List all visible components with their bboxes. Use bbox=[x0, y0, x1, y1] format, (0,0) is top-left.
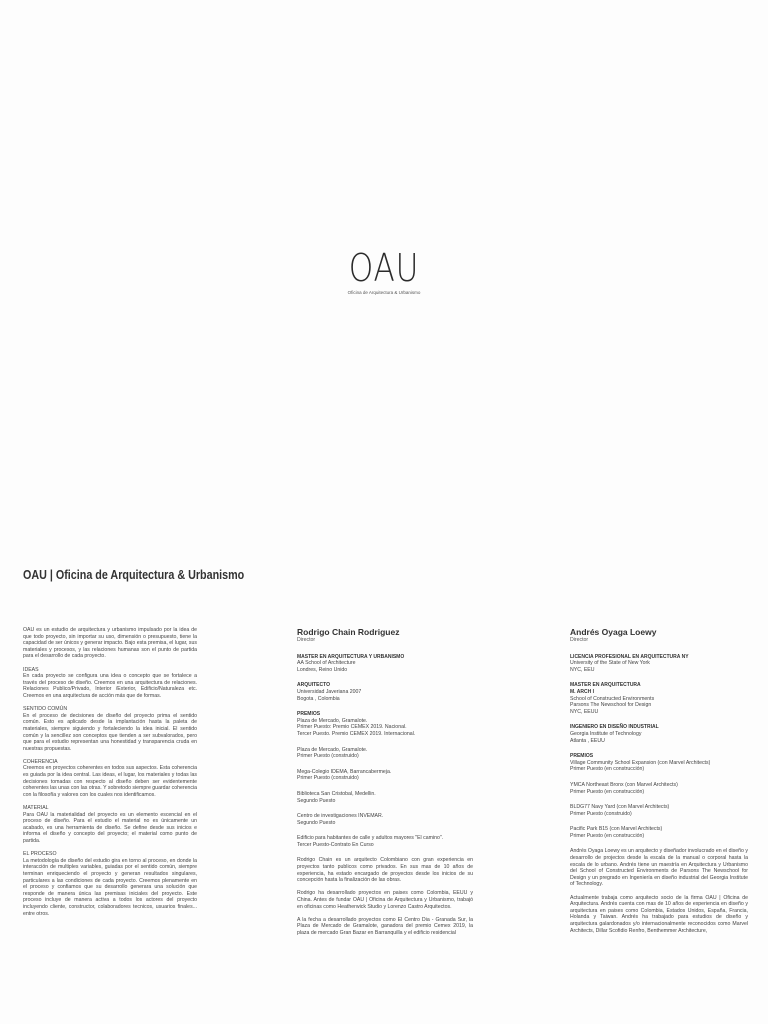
bio-paragraph: Actualmente trabaja como arquitecto socio de la firma OAU | Oficina de Arquitectura. Andrés cuenta con mas de 10 años de experiencia en diseño y arquitectura en paises como Colombia, Estados Unidos, España, Francia, Holanda y Taiwan. Andrés ha trabajado para estudios de diseño y arquitectura galardonados y/o internacionalmente reconocidos como Marvel Architects, Dillar Scofidio Renfro, Benthemmer Architecture, bbox=[570, 894, 748, 934]
award-line: Segundo Puesto bbox=[297, 797, 336, 804]
award-block bbox=[570, 826, 748, 839]
person-name: Rodrigo Chain Rodriguez bbox=[297, 627, 400, 637]
material-text: Para OAU la materialidad del proyecto es un elemento escencial en el proceso de diseño. Para el estudio el material no es únicamente un acabado, es una herramienta de diseño. Se define desde sus inicios e informa el diseño y concepto del proyecto; el material como punto de partida. bbox=[23, 811, 197, 844]
education-line: Atlanta , EEUU bbox=[570, 737, 605, 744]
proceso-section bbox=[23, 851, 197, 917]
education-block bbox=[570, 724, 748, 744]
education-line: Parsons The Newschool for Design bbox=[570, 702, 652, 709]
award-block bbox=[570, 782, 748, 795]
education-line: M. ARCH I bbox=[570, 688, 594, 695]
sentido-text: En el proceso de decisiones de diseño del proyecto prima el sentido común. Esto es aplicado desde la implantación hasta la paleta de materiales, siempre siguiendo y fortaleciendo la idea inicial. El sentido común y la sencillez son conceptos que tienden a ser subvalorados, pero que para el estudio representan una honestidad y transparencia cruda en nuestras propuestas. bbox=[23, 712, 197, 752]
coherencia-section bbox=[23, 759, 197, 799]
award-block bbox=[297, 835, 473, 848]
award-line: Primer Puesto (construido) bbox=[297, 775, 359, 782]
bio-paragraph: Rodrigo ha desarrollado proyectos en paises como Colombia, EEUU y China. Antes de fundar OAU | Oficina de Arquitectura y Urbanismo, trabajó en oficinas como Heatherwick Studio y Lorenzo Castro Arquitectos. bbox=[297, 890, 473, 910]
sentido-title: SENTIDO COMÚN bbox=[23, 706, 68, 713]
education-line: Bogota , Colombia bbox=[297, 695, 340, 702]
award-line: Primer Puesto (en construcción) bbox=[570, 766, 645, 773]
ideas-title: IDEAS bbox=[23, 666, 39, 673]
award-block bbox=[297, 813, 473, 826]
awards-title: PREMIOS bbox=[297, 711, 321, 718]
award-line: YMCA Northeast Bronx (con Marvel Architects) bbox=[570, 781, 678, 788]
education-line: Georgia Institute of Technology bbox=[570, 730, 642, 737]
coherencia-title: COHERENCIA bbox=[23, 758, 58, 765]
award-line: Edificio para habitantes de calle y adultos mayores "El camino". bbox=[297, 835, 444, 842]
award-line: Primer Puesto (en construcción) bbox=[570, 832, 645, 839]
award-block bbox=[570, 753, 748, 773]
education-line: AA School of Architecture bbox=[297, 660, 356, 667]
person-role: Director bbox=[570, 637, 589, 643]
award-line: Primer Puesto (construido) bbox=[297, 753, 359, 760]
logo-subtitle: Oficina de Arquitectura & Urbanismo bbox=[347, 290, 421, 295]
education-title: LICENCIA PROFESIONAL EN ARQUITECTURA NY bbox=[570, 653, 689, 660]
award-line: Mega-Colegio IDEMA, Barrancabermeja. bbox=[297, 768, 392, 775]
bio-paragraph: Andrés Oyaga Loewy es un arquitecto y diseñador involucrado en el diseño y desarrollo de projectos desde la escala de la manual o corporal hasta la escala de lo urbano. Andrés tiene un maestría en Arquitectura y Urbanismo del School of Constructed Environments de Parsons The Newschool for Design y un pregrado en Ingeniería en diseño industrial del Georgia Institute of Technology. bbox=[570, 848, 748, 888]
education-line: School of Constructed Environments bbox=[570, 695, 655, 702]
award-line: Pacific Park B15 (con Marvel Architects) bbox=[570, 826, 663, 833]
person-name: Andrés Oyaga Loewy bbox=[570, 627, 657, 637]
logo-mark: OAU bbox=[348, 246, 420, 290]
award-line: BLDG77 Navy Yard (con Marvel Architects) bbox=[570, 804, 670, 811]
education-line: NYC, EEUU bbox=[570, 708, 599, 715]
proceso-text: La metodología de diseño del estudio gira en torno al proceso, en donde la interacción de multiples variables, guiadas por el sentido común, siempre terminan enriqueciendo el proyecto y generan resultados singulares, particulares a las condiciones de cada proyecto. Creemos plenamente en el proceso y confiamos que su desarrollo generara una solución que responde de manera única las premisas iniciales del proyecto. Este proceso incluye de manera activa a todos los actores del proyecto incluyendo cliente, constructor, colaboradores tecnicos, usuarios finales... entre otros. bbox=[23, 857, 197, 917]
award-line: Village Community School Expansion (con Marvel Architects) bbox=[570, 759, 711, 766]
award-line: Primer Puesto (en construcción) bbox=[570, 788, 645, 795]
intro-column bbox=[23, 627, 197, 924]
coherencia-text: Creemos en proyectos coherentes en todos sus aspectos. Esta coherencia es guiada por la idea central. Las ideas, el lugar, los materiales y todas las decisiones tomadas con respecto al diseño deben ser evidentemente coherentes las unas con las otras. Y sobretodo siempre guardar coherencia con la filosofía y valores con los cuales nos identificamos. bbox=[23, 765, 197, 798]
intro-paragraph: OAU es un estudio de arquitectura y urbanismo impulsado por la idea de que todo proyecto, sin importar su uso, dimensión o presupuesto, tiene la capacidad de ser únicos y generar impacto. Bajo esta premisa, el lugar, sus materiales y procesos, y las relaciones humanas son el punto de partida para el desarrollo de cada proyecto. bbox=[23, 627, 197, 660]
person-role: Director bbox=[297, 637, 316, 643]
award-line: Tercer Puesto-Contrato En Curso bbox=[297, 841, 374, 848]
education-block bbox=[570, 654, 748, 674]
education-title: MASTER EN ARQUITECTURA Y URBANISMO bbox=[297, 653, 405, 660]
education-line: University of the State of New York bbox=[570, 660, 650, 667]
person-column-rodrigo bbox=[297, 627, 473, 943]
education-block bbox=[297, 654, 473, 674]
person-column-andres bbox=[570, 627, 748, 941]
award-line: Centro de investigaciones INVEMAR. bbox=[297, 813, 384, 820]
award-line: Plaza de Mercado, Gramalote. bbox=[297, 717, 368, 724]
award-line: Primer Puesto: Premio CEMEX 2019. Nacional. bbox=[297, 724, 407, 731]
award-block bbox=[570, 804, 748, 817]
award-block bbox=[297, 747, 473, 760]
award-block bbox=[297, 711, 473, 737]
sentido-section bbox=[23, 706, 197, 752]
awards-title: PREMIOS bbox=[570, 753, 594, 760]
logo bbox=[0, 246, 768, 295]
award-line: Segundo Puesto bbox=[297, 819, 336, 826]
education-line: NYC, EEU bbox=[570, 666, 595, 673]
award-line: Primer Puesto (construido) bbox=[570, 810, 632, 817]
award-line: Biblioteca San Cristobal, Medellin. bbox=[297, 790, 376, 797]
education-title: MASTER EN ARQUITECTURA bbox=[570, 682, 641, 689]
education-line: Universidad Javeriana 2007 bbox=[297, 688, 362, 695]
ideas-text: En cada proyecto se configura una idea o concepto que se fortalece a través del proceso de diseño. Creemos en una arquitectura de relaciones. Relaciones Publico/Privado, Interior /Exterior, Edificio/Naturaleza etc. Creemos en una arquitectura de acción más que de formas. bbox=[23, 673, 197, 699]
education-title: INGENIERO EN DISEÑO INDUSTRIAL bbox=[570, 724, 659, 731]
education-title: ARQUITECTO bbox=[297, 682, 330, 689]
education-block bbox=[570, 682, 748, 715]
award-line: Plaza de Mercado, Gramalote. bbox=[297, 746, 368, 753]
page-heading: OAU | Oficina de Arquitectura & Urbanismo bbox=[23, 568, 245, 582]
material-section bbox=[23, 805, 197, 845]
proceso-title: EL PROCESO bbox=[23, 851, 57, 858]
education-block bbox=[297, 682, 473, 702]
material-title: MATERIAL bbox=[23, 805, 49, 812]
award-block bbox=[297, 791, 473, 804]
award-block bbox=[297, 769, 473, 782]
bio-paragraph: A la fecha a desarrollado proyectos como El Centro Dia - Granada Sur, la Plaza de Mercado de Gramalote, ganadora del premio Cemex 2019, la plaza de mercado Gran Bazar en Barranquilla y el edificio residencial bbox=[297, 916, 473, 936]
award-line: Tercer Puesto. Premio CEMEX 2019. Internacional. bbox=[297, 730, 416, 737]
ideas-section bbox=[23, 667, 197, 700]
bio-paragraph: Rodrigo Chain es un arquitecto Colombiano con gran experiencia en proyectos tanto publicos como privados. En sus mas de 10 años de experiencia, ha estado encargado de proyectos desde los inicios de su concepción hasta la finalización de las obras. bbox=[297, 857, 473, 884]
education-line: Londres, Reino Unido bbox=[297, 666, 348, 673]
